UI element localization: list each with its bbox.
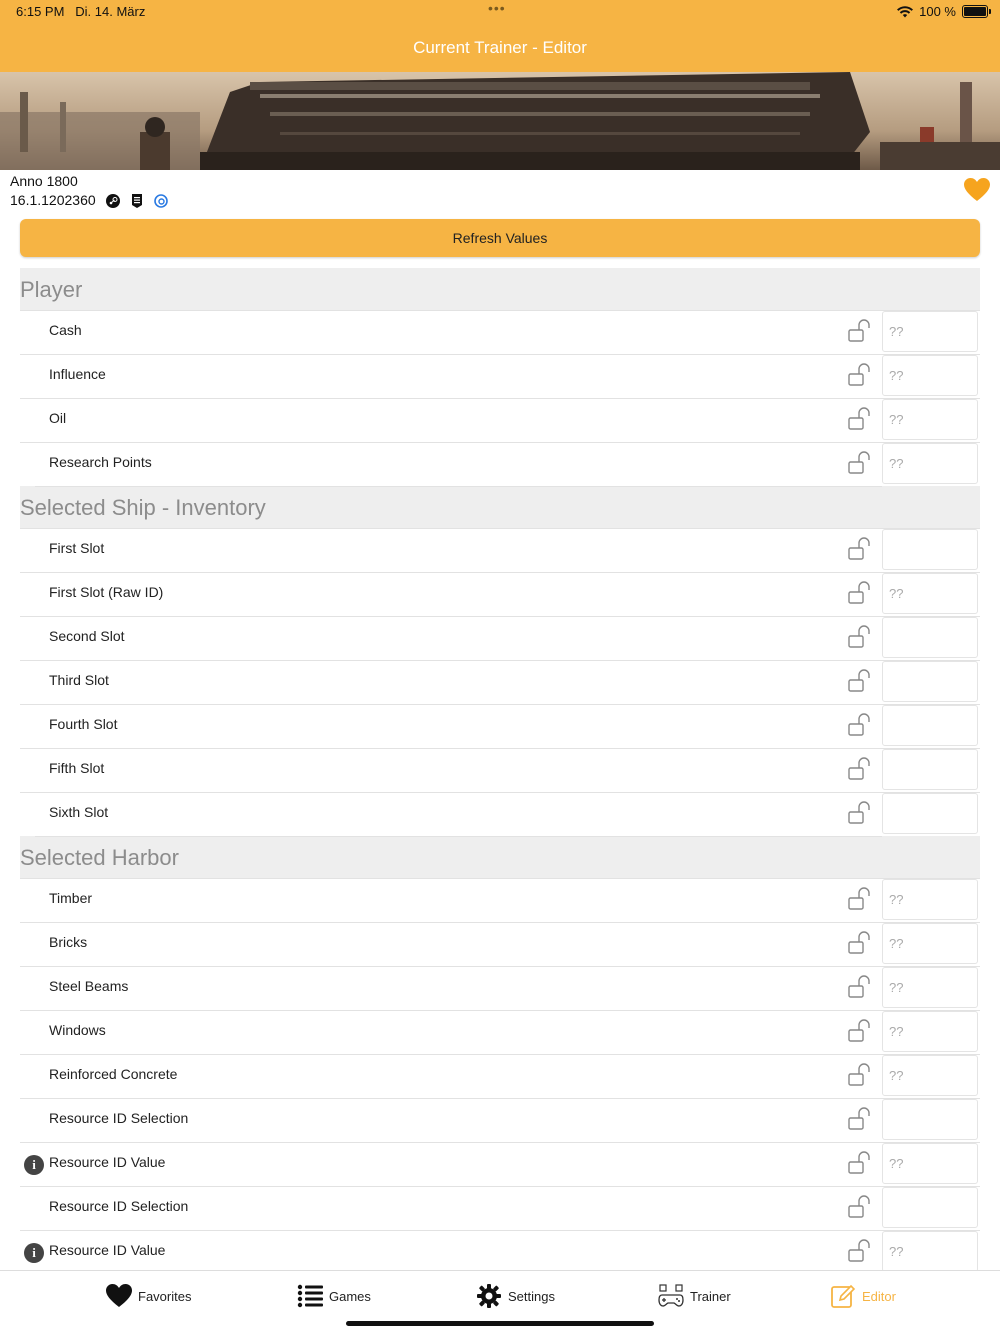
row-label: Second Slot bbox=[49, 628, 125, 644]
editor-row bbox=[20, 442, 980, 486]
edit-icon bbox=[830, 1283, 856, 1309]
section-header: Selected Harbor bbox=[20, 836, 980, 878]
row-label: Windows bbox=[49, 1022, 106, 1038]
tab-favorites[interactable] bbox=[106, 1283, 191, 1309]
game-name: Anno 1800 bbox=[10, 173, 78, 189]
tab-editor-label: Editor bbox=[862, 1288, 896, 1304]
battery-icon bbox=[962, 5, 988, 18]
row-label: First Slot (Raw ID) bbox=[49, 584, 164, 600]
row-label: Timber bbox=[49, 890, 93, 906]
value-field[interactable] bbox=[882, 793, 978, 834]
home-indicator[interactable] bbox=[346, 1321, 654, 1326]
row-label: Steel Beams bbox=[49, 978, 129, 994]
gamepad-icon bbox=[658, 1283, 684, 1309]
value-field[interactable]: ?? bbox=[882, 443, 978, 484]
status-time bbox=[16, 4, 145, 19]
editor-row bbox=[20, 922, 980, 966]
editor-row bbox=[20, 398, 980, 442]
tab-favorites-label: Favorites bbox=[138, 1288, 192, 1304]
unlock-icon[interactable] bbox=[848, 887, 872, 911]
row-divider bbox=[35, 836, 882, 837]
game-version: 16.1.1202360 bbox=[10, 192, 96, 208]
heart-icon bbox=[106, 1283, 132, 1309]
unlock-icon[interactable] bbox=[848, 1239, 872, 1263]
value-field[interactable] bbox=[882, 1099, 978, 1140]
unlock-icon[interactable] bbox=[848, 1063, 872, 1087]
unlock-icon[interactable] bbox=[848, 319, 872, 343]
row-label: Third Slot bbox=[49, 672, 109, 688]
info-icon[interactable]: i bbox=[24, 1155, 44, 1175]
refresh-values-button[interactable]: Refresh Values bbox=[20, 219, 980, 257]
row-label: Oil bbox=[49, 410, 67, 426]
value-field[interactable]: ?? bbox=[882, 311, 978, 352]
tab-editor[interactable] bbox=[830, 1283, 896, 1309]
editor-row bbox=[20, 1010, 980, 1054]
row-label: Influence bbox=[49, 366, 106, 382]
row-label: Resource ID Value bbox=[49, 1154, 166, 1170]
row-label: Resource ID Value bbox=[49, 1242, 166, 1258]
wifi-icon bbox=[897, 6, 913, 18]
editor-row bbox=[20, 878, 980, 922]
status-right bbox=[897, 4, 988, 19]
row-label: Fifth Slot bbox=[49, 760, 105, 776]
value-field[interactable] bbox=[882, 661, 978, 702]
editor-row bbox=[20, 572, 980, 616]
steam-icon bbox=[106, 194, 120, 208]
gear-icon bbox=[476, 1283, 502, 1309]
value-field[interactable]: ?? bbox=[882, 1055, 978, 1096]
unlock-icon[interactable] bbox=[848, 669, 872, 693]
tab-trainer-label: Trainer bbox=[690, 1288, 731, 1304]
unlock-icon[interactable] bbox=[848, 713, 872, 737]
value-field[interactable] bbox=[882, 1187, 978, 1228]
tab-games-label: Games bbox=[329, 1288, 371, 1304]
tab-settings[interactable] bbox=[476, 1283, 555, 1309]
platform-icons bbox=[106, 194, 168, 208]
unlock-icon[interactable] bbox=[848, 363, 872, 387]
epic-games-icon bbox=[130, 194, 144, 208]
unlock-icon[interactable] bbox=[848, 537, 872, 561]
section-header: Player bbox=[20, 268, 980, 310]
favorite-heart-icon[interactable] bbox=[964, 178, 990, 202]
value-field[interactable]: ?? bbox=[882, 399, 978, 440]
multitask-dots[interactable]: ••• bbox=[488, 0, 506, 16]
unlock-icon[interactable] bbox=[848, 1195, 872, 1219]
editor-row bbox=[20, 354, 980, 398]
time-text: 6:15 PM bbox=[16, 4, 65, 19]
unlock-icon[interactable] bbox=[848, 757, 872, 781]
battery-text: 100 % bbox=[919, 4, 956, 19]
unlock-icon[interactable] bbox=[848, 801, 872, 825]
unlock-icon[interactable] bbox=[848, 1151, 872, 1175]
row-label: Resource ID Selection bbox=[49, 1110, 189, 1126]
editor-row bbox=[20, 748, 980, 792]
section-header: Selected Ship - Inventory bbox=[20, 486, 980, 528]
value-field[interactable]: ?? bbox=[882, 355, 978, 396]
value-field[interactable] bbox=[882, 617, 978, 658]
row-divider bbox=[35, 486, 882, 487]
value-field[interactable] bbox=[882, 529, 978, 570]
editor-row bbox=[20, 660, 980, 704]
row-label: First Slot bbox=[49, 540, 105, 556]
unlock-icon[interactable] bbox=[848, 975, 872, 999]
nav-title: Current Trainer - Editor bbox=[413, 38, 587, 57]
value-field[interactable]: ?? bbox=[882, 573, 978, 614]
unlock-icon[interactable] bbox=[848, 407, 872, 431]
row-label: Bricks bbox=[49, 934, 88, 950]
value-field[interactable]: ?? bbox=[882, 879, 978, 920]
unlock-icon[interactable] bbox=[848, 1019, 872, 1043]
value-field[interactable]: ?? bbox=[882, 967, 978, 1008]
ubisoft-icon bbox=[154, 194, 168, 208]
editor-row bbox=[20, 528, 980, 572]
tab-trainer[interactable] bbox=[658, 1283, 731, 1309]
editor-row bbox=[20, 1054, 980, 1098]
date-text: Di. 14. März bbox=[75, 4, 146, 19]
row-label: Reinforced Concrete bbox=[49, 1066, 178, 1082]
value-field[interactable] bbox=[882, 749, 978, 790]
list-icon bbox=[297, 1283, 323, 1309]
info-icon[interactable]: i bbox=[24, 1243, 44, 1263]
editor-list bbox=[20, 268, 980, 1274]
banner-artwork bbox=[0, 72, 1000, 170]
editor-row bbox=[20, 1230, 980, 1274]
editor-row bbox=[20, 616, 980, 660]
tab-settings-label: Settings bbox=[508, 1288, 555, 1304]
editor-row bbox=[20, 792, 980, 836]
value-field[interactable] bbox=[882, 705, 978, 746]
editor-row bbox=[20, 966, 980, 1010]
value-field[interactable]: ?? bbox=[882, 1011, 978, 1052]
editor-row bbox=[20, 1098, 980, 1142]
game-banner-image bbox=[0, 72, 1000, 170]
game-version-row bbox=[10, 191, 168, 210]
unlock-icon[interactable] bbox=[848, 451, 872, 475]
unlock-icon[interactable] bbox=[848, 625, 872, 649]
value-field[interactable]: ?? bbox=[882, 1143, 978, 1184]
game-info bbox=[10, 172, 168, 210]
row-label: Resource ID Selection bbox=[49, 1198, 189, 1214]
row-label: Fourth Slot bbox=[49, 716, 118, 732]
editor-row bbox=[20, 310, 980, 354]
value-field[interactable]: ?? bbox=[882, 1231, 978, 1272]
editor-row bbox=[20, 1142, 980, 1186]
row-label: Research Points bbox=[49, 454, 152, 470]
value-field[interactable]: ?? bbox=[882, 923, 978, 964]
editor-row bbox=[20, 704, 980, 748]
unlock-icon[interactable] bbox=[848, 931, 872, 955]
editor-row bbox=[20, 1186, 980, 1230]
unlock-icon[interactable] bbox=[848, 1107, 872, 1131]
unlock-icon[interactable] bbox=[848, 581, 872, 605]
tab-games[interactable] bbox=[297, 1283, 371, 1309]
row-label: Sixth Slot bbox=[49, 804, 109, 820]
row-label: Cash bbox=[49, 322, 82, 338]
top-bar bbox=[0, 0, 1000, 72]
